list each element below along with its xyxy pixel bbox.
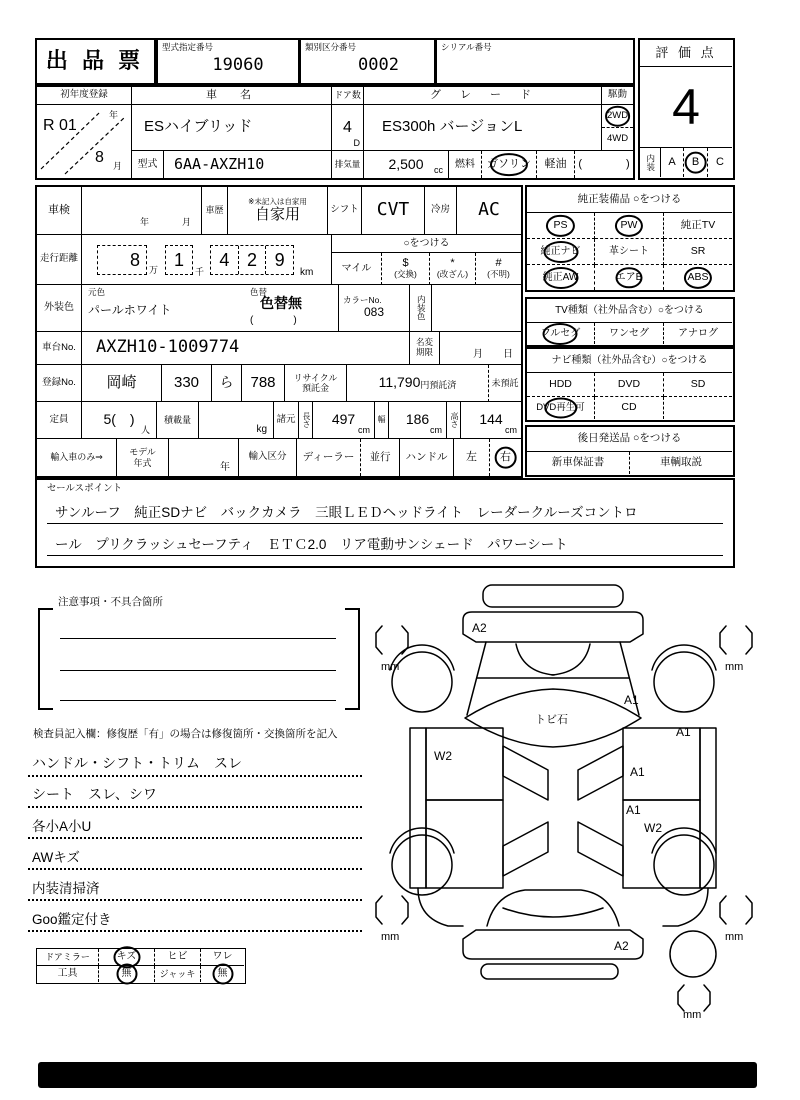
sales-points-line2: ール プリクラッシュセーフティ ＥＴＣ2.0 リア電動サンシェード パワーシート — [47, 532, 723, 556]
tread-mm-spare: mm — [683, 1009, 702, 1020]
shipment-title: 後日発送品 ○をつける — [527, 427, 732, 452]
mileage-flag-unknown — [476, 253, 521, 285]
color-no-value: 083 — [363, 304, 385, 319]
door-mirror-label: ドアミラー — [37, 949, 99, 966]
height-value: 144 — [479, 411, 503, 428]
equip-abs-selected: ABS — [687, 270, 709, 283]
drive-label: 駆動 — [602, 87, 633, 105]
sales-points-box — [35, 478, 735, 568]
name-change-date: 月 日 — [440, 332, 521, 365]
height-cell — [461, 402, 521, 439]
navi-cd: CD — [595, 397, 664, 419]
first-reg-era: R 01 — [43, 117, 77, 134]
tools-none-selected: 無 — [99, 966, 155, 982]
aircon-value: AC — [457, 187, 521, 235]
drive-4wd: 4WD — [602, 128, 633, 151]
notes-line-2 — [60, 670, 336, 671]
color-no-cell — [339, 285, 410, 332]
shift-value: CVT — [362, 187, 425, 235]
history-note: ※未記入は自家用 — [248, 196, 307, 206]
mileage-digit-1: 4 — [211, 246, 239, 274]
fuel-gasoline-selected: ガソリン — [482, 151, 537, 178]
import-type-label: 輸入区分 — [239, 439, 297, 476]
exterior-color-label: 外装色 — [37, 285, 82, 332]
mirror-tools-table — [36, 948, 246, 984]
sales-points-label: セールスポイント — [47, 483, 123, 494]
displacement-label: 排気量 — [332, 151, 364, 178]
load-unit: kg — [256, 423, 267, 435]
car-diagram — [368, 578, 760, 1020]
vehicle-table — [35, 85, 635, 180]
model-code-label: 型式 — [132, 151, 164, 178]
length-unit: cm — [358, 424, 370, 435]
doors-value: 4 — [343, 118, 352, 136]
details-table — [35, 185, 523, 478]
sheet-title: 出 品 票 — [45, 47, 145, 73]
mileage-sen-unit: 千 — [195, 267, 205, 277]
mileage-sen-box: 1 — [165, 245, 193, 275]
recolor-value: 色替無 — [260, 295, 302, 311]
car-name-label: 車 名 — [132, 87, 332, 105]
first-reg-month: 8 — [95, 149, 104, 166]
shipment-warranty: 新車保証書 — [527, 452, 630, 474]
equip-pw-selected: PW — [595, 213, 664, 239]
inspector-note: 検査員記入欄：修復歴「有」の場合は修復箇所・交換箇所を記入 — [33, 728, 338, 740]
reg-number: 788 — [242, 365, 285, 402]
damage-right-rear: W2 — [644, 821, 662, 835]
shaken-month-unit: 月 — [182, 217, 192, 227]
tv-oneseg: ワンセグ — [595, 323, 664, 344]
capacity-unit: 人 — [140, 424, 150, 435]
capacity-label: 定員 — [37, 402, 82, 439]
displacement-unit: cc — [434, 164, 443, 175]
history-cell — [228, 187, 328, 235]
redaction-bar — [38, 1062, 757, 1088]
shipment-manual: 車輌取説 — [660, 456, 702, 469]
shaken-year-unit: 年 — [140, 217, 150, 227]
reg-class: 330 — [162, 365, 212, 402]
height-unit: cm — [505, 424, 517, 435]
damage-rear-bumper: A2 — [614, 939, 629, 953]
inspector-item-5: 内装清掃済 — [28, 872, 362, 901]
width-cell — [389, 402, 447, 439]
equipment-title: 純正装備品 ○をつける — [527, 187, 732, 213]
reg-no-label: 登録No. — [37, 365, 82, 402]
jack-none-selected: 無 — [217, 968, 228, 980]
length-label: 長さ — [299, 402, 313, 439]
tread-mm-front-left: mm — [381, 661, 400, 673]
load-cell — [199, 402, 274, 439]
length-value: 497 — [331, 411, 356, 428]
interior-grade-label: 内装 — [640, 148, 661, 177]
equip-navi-selected: 純正ナビ — [527, 239, 595, 265]
import-dealer: ディーラー — [297, 439, 361, 476]
class-code-value: 0002 — [358, 55, 399, 76]
tv-fullseg-selected: フルセグ — [527, 323, 595, 344]
drive-2wd-selected: 2WD — [602, 105, 633, 128]
flag-dollar-sub: (交換) — [394, 268, 417, 279]
reg-kana: ら — [212, 365, 242, 402]
tv-type-title: TV種類（社外品含む）○をつける — [527, 299, 732, 323]
serial-box — [435, 38, 635, 85]
doors-label: ドア数 — [332, 87, 364, 105]
damage-front-bumper: A2 — [472, 621, 487, 635]
damage-right-door-1: A1 — [630, 765, 645, 779]
mileage-circle-note: ○をつける — [332, 235, 521, 253]
navi-type-box — [525, 347, 735, 422]
shift-label: シフト — [328, 187, 362, 235]
model-designation-value: 19060 — [212, 55, 264, 76]
navi-type-title: ナビ種類（社外品含む）○をつける — [527, 349, 732, 373]
fuel-label: 燃料 — [449, 151, 482, 178]
recycle-amount: 11,790 — [378, 374, 421, 391]
handle-right-selected: 右 — [500, 451, 511, 464]
flag-dollar: $ — [402, 257, 409, 270]
mirror-scratch-selected: キズ — [99, 949, 155, 966]
grade-value: ES300h バージョンL — [364, 105, 602, 151]
equip-aw-selected: 純正AW — [527, 265, 595, 290]
recycle-amount-cell — [347, 365, 489, 402]
equipment-box — [525, 185, 735, 292]
car-name-value: ESハイブリッド — [132, 105, 332, 151]
dimensions-label: 諸元 — [274, 402, 299, 439]
notes-line-1 — [60, 638, 336, 639]
flag-hash-sub: (不明) — [487, 268, 510, 279]
first-reg-cell — [37, 105, 132, 178]
damage-right-fender: A1 — [624, 693, 639, 707]
flag-hash: # — [495, 257, 502, 270]
model-year-cell — [169, 439, 239, 476]
shipment-box — [525, 425, 735, 477]
aircon-label: 冷房 — [425, 187, 457, 235]
mileage-digit-3: 9 — [274, 249, 285, 270]
mileage-flag-exchange — [382, 253, 430, 285]
interior-grade-c: C — [716, 156, 724, 169]
tread-mm-front-right: mm — [725, 661, 744, 673]
fuel-diesel: 軽油 — [537, 151, 575, 178]
mileage-flag-tampered — [430, 253, 476, 285]
displacement-cell — [364, 151, 449, 178]
equip-leather: 革シート — [595, 239, 664, 265]
class-code-box — [299, 38, 436, 85]
chassis-no-value: AXZH10-1009774 — [82, 332, 410, 365]
mirror-broken: ワレ — [201, 949, 244, 966]
handle-left: 左 — [454, 439, 490, 476]
notes-bracket-left — [38, 608, 53, 710]
first-reg-month-unit: 月 — [113, 161, 123, 171]
tv-analog: アナログ — [678, 327, 718, 339]
tread-mm-rear-right: mm — [725, 931, 744, 943]
damage-right-door-2: A1 — [626, 803, 641, 817]
doors-unit: D — [353, 137, 360, 148]
width-unit: cm — [430, 424, 442, 435]
evaluation-score: 4 — [640, 67, 732, 148]
interior-grade-a: A — [661, 148, 684, 177]
equip-airbag-selected: エアB — [595, 265, 664, 290]
recycle-label: リサイクル 預託金 — [285, 365, 347, 402]
evaluation-label: 評 価 点 — [640, 40, 732, 67]
damage-right-rocker: A1 — [676, 725, 691, 739]
interior-grade-b-selected: B — [684, 148, 708, 177]
model-year-unit: 年 — [220, 461, 230, 473]
tools-label: 工具 — [37, 966, 99, 982]
import-parallel: 並行 — [361, 439, 400, 476]
model-code-value: 6AA-AXZH10 — [164, 151, 332, 178]
damage-windshield: トビ石 — [535, 714, 568, 726]
color-no-label: カラーNo. — [343, 295, 382, 306]
navi-dvd-play-selected: DVD再生可 — [527, 397, 595, 419]
flag-star-sub: (改ざん) — [436, 268, 469, 279]
capacity-cell — [82, 402, 157, 439]
mileage-flag-mile: マイル — [332, 253, 382, 285]
width-label: 幅 — [375, 402, 389, 439]
mileage-digits-box — [210, 245, 294, 275]
first-reg-label: 初年度登録 — [37, 87, 132, 105]
history-value: 自家用 — [254, 206, 300, 224]
name-change-label: 名変 期限 — [410, 332, 440, 365]
shaken-date-cell — [82, 187, 202, 235]
displacement-value: 2,500 — [388, 155, 424, 172]
damage-left-door: W2 — [434, 749, 452, 763]
jack-label: ジャッキ — [155, 966, 201, 982]
load-label: 積載量 — [157, 402, 199, 439]
tv-type-box — [525, 297, 735, 347]
tread-mm-rear-left: mm — [381, 931, 400, 943]
mileage-label: 走行距離 — [37, 235, 82, 285]
capacity-value: 5( ) — [103, 411, 135, 428]
height-label: 高さ — [447, 402, 461, 439]
mileage-km-unit: km — [300, 267, 314, 278]
mirror-crack: ヒビ — [155, 949, 201, 966]
model-designation-box — [156, 38, 300, 85]
shaken-label: 車検 — [37, 187, 82, 235]
mileage-man-box: 8 — [97, 245, 147, 275]
mileage-man-unit: 万 — [149, 265, 159, 275]
model-year-label: モデル 年式 — [117, 439, 169, 476]
exterior-color-cell — [82, 285, 339, 332]
evaluation-box — [638, 38, 735, 180]
history-label: 車歴 — [202, 187, 228, 235]
orig-color-label: 元色 — [88, 287, 106, 297]
notes-label: 注意事項・不具合箇所 — [58, 596, 163, 608]
inspector-item-2: シート スレ、シワ — [28, 779, 362, 808]
sheet-title-box — [35, 38, 156, 85]
inspector-item-4: AWキズ — [28, 841, 362, 870]
navi-blank — [664, 397, 732, 419]
navi-dvd: DVD — [595, 373, 664, 397]
navi-sd: SD — [664, 373, 732, 397]
interior-color-value — [432, 285, 521, 332]
chassis-no-label: 車台No. — [37, 332, 82, 365]
interior-color-label: 内装色 — [410, 285, 432, 332]
fuel-other: ( ) — [578, 158, 630, 171]
recolor-label: 色替 — [250, 287, 268, 297]
doors-cell — [332, 105, 364, 151]
serial-label: シリアル番号 — [441, 42, 492, 52]
model-designation-label: 型式指定番号 — [162, 42, 214, 52]
width-value: 186 — [405, 411, 430, 428]
inspector-item-6: Goo鑑定付き — [28, 903, 362, 932]
grade-label: グ レ ー ド — [364, 87, 602, 105]
mileage-cell — [82, 235, 332, 285]
inspector-item-3: 各小A小U — [28, 810, 362, 839]
handle-label: ハンドル — [400, 439, 454, 476]
equip-sr: SR — [664, 239, 732, 265]
recycle-alt: 未預託 — [489, 365, 521, 402]
import-only-label: 輸入車のみ⇒ — [37, 439, 117, 476]
first-reg-year-unit: 年 — [109, 110, 119, 120]
equip-tv: 純正TV — [664, 213, 732, 239]
recycle-suffix: 円預託済 — [420, 379, 457, 390]
class-code-label: 類別区分番号 — [305, 42, 357, 52]
mileage-digit-2: 2 — [239, 246, 267, 274]
orig-color-value: パールホワイト — [88, 303, 172, 317]
reg-area: 岡崎 — [82, 365, 162, 402]
flag-star: * — [450, 257, 455, 270]
sales-points-line1: サンルーフ 純正SDナビ バックカメラ 三眼ＬＥＤヘッドライト レーダークルーズコントロ — [47, 500, 723, 524]
navi-hdd: HDD — [527, 373, 595, 397]
length-cell — [313, 402, 375, 439]
notes-bracket-right — [345, 608, 360, 710]
notes-line-3 — [60, 700, 336, 701]
recolor-paren: ( ) — [250, 315, 297, 326]
inspector-item-1: ハンドル・シフト・トリム スレ — [28, 748, 362, 777]
equip-ps-selected: PS — [527, 213, 595, 239]
